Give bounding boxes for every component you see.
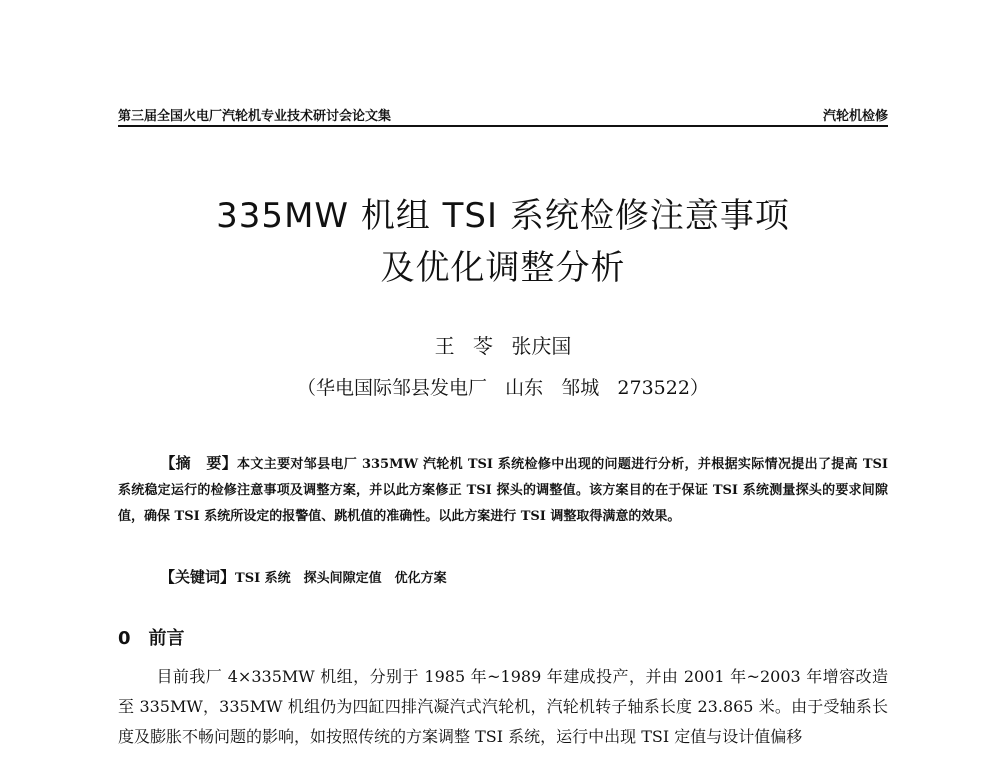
running-header-right: 汽轮机检修 — [822, 109, 888, 124]
body-paragraph — [118, 662, 888, 752]
body-paragraph-text: 目前我厂 4×335MW 机组，分别于 1985 年~1989 年建成投产，并由 2001 年~2003 年增容改造至 335MW，335MW 机组仍为四缸四排汽凝汽式汽轮机，汽轮机转子轴系长度 23.865 米。由于受轴系长度及膨胀不畅问题的影响，如按照传统的方案调整 TSI 系统，运行中出现 TSI 定值与设计值偏移 — [118, 667, 888, 746]
running-header-left: 第三届全国火电厂汽轮机专业技术研讨会论文集 — [118, 109, 392, 124]
section-heading — [118, 624, 185, 650]
abstract-label: 【摘 要】 — [160, 454, 238, 472]
section-title: 前言 — [148, 628, 185, 649]
running-header — [118, 103, 888, 127]
keywords-label: 【关键词】 — [160, 568, 236, 586]
affiliation: （华电国际邹县发电厂 山东 邹城 273522） — [297, 377, 709, 399]
section-number: 0 — [118, 628, 131, 649]
authors: 王 苓 张庆国 — [434, 334, 572, 358]
keywords — [160, 566, 888, 587]
keywords-text: TSI 系统 探头间隙定值 优化方案 — [235, 571, 447, 586]
abstract — [118, 450, 888, 530]
paper-title-line-2: 及优化调整分析 — [380, 248, 626, 288]
abstract-text: 本文主要对邹县电厂 335MW 汽轮机 TSI 系统检修中出现的问题进行分析，并根据实际情况提出了提高 TSI 系统稳定运行的检修注意事项及调整方案，并以此方案修正 TSI 探头的调整值。该方案目的在于保证 TSI 系统测量探头的要求间隙值，确保 TSI 系统所设定的报警值、跳机值的准确性。以此方案进行 TSI 调整取得满意的效果。 — [118, 457, 888, 524]
paper-title-line-1: 335MW 机组 TSI 系统检修注意事项 — [216, 196, 790, 236]
